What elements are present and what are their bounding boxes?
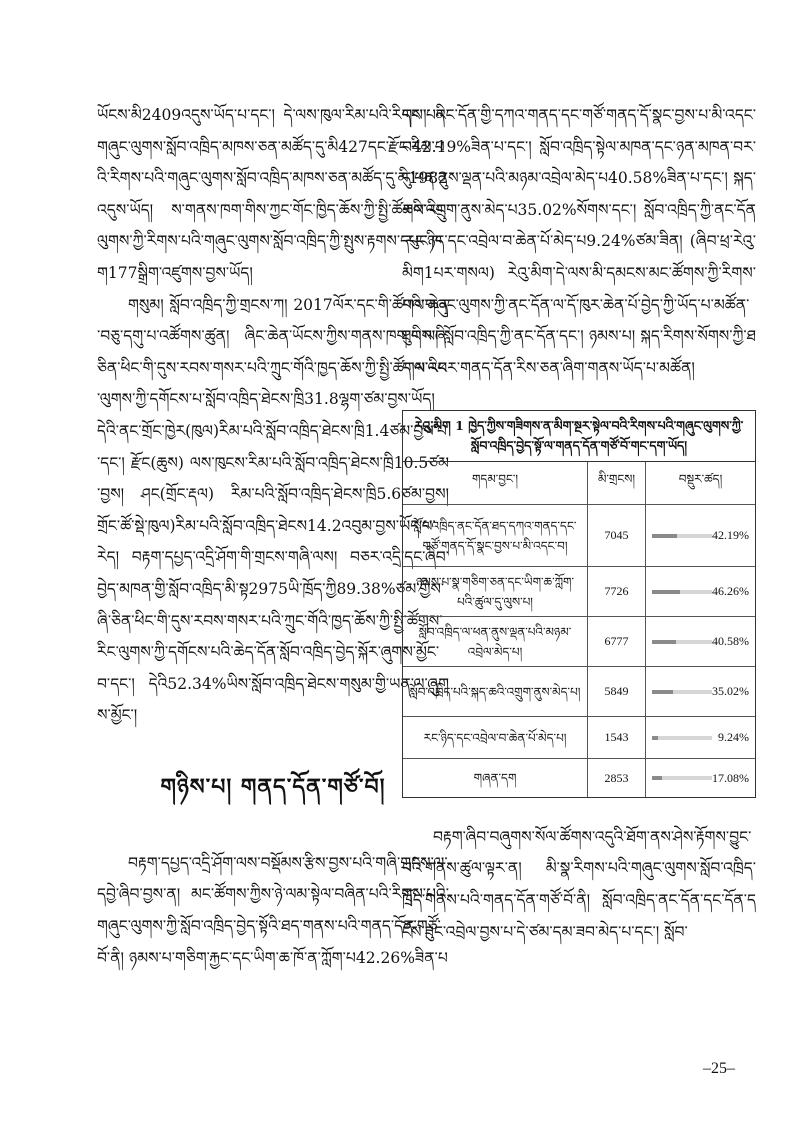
ratio-bar-track	[652, 776, 712, 780]
table-row	[403, 505, 755, 567]
row-option-label: ཉམས་པ་སྣ་གཅིག་ཅན་དང་ཡིག་ཆ་ཀློག་པའི་ཚུལ་དུ་ལུས་པ།	[403, 567, 588, 617]
ratio-bar-track	[652, 534, 712, 538]
ratio-bar-fill	[652, 776, 662, 780]
page-number: –25–	[703, 1060, 735, 1077]
ratio-bar-track	[652, 690, 712, 694]
body-paragraph: ཡོངས་མི2409འདུས་ཡོད་པ་དང་། དེ་ལས་ཁུལ་རིམ་པའི་རིགས་པའི་གཞུང་ལུགས་སློབ་འཁྲིད་མཁས་ཅན་མཚོད་དུ་མི427དང་རྫོང་རིམ་པའི་རིགས་པའི་གཞུང་ལུགས་སློབ་འཁྲིད་མཁས་ཅན་མཚོད་དུ་མི1982འདུས་ཡོད། ས་གནས་ཁག་གིས་ཀྱང་གོང་ཁྱིད་ཆོས་ཀྱི་སྤྱི་ཚོགས་རིང་ལུགས་ཀྱི་རིགས་པའི་གཞུང་ལུགས་སློབ་འཁྲིད་ཀྱི་སྤུས་རྟགས་དཔུང་ཁག177སྒྲིག་འཛུགས་བྱས་ཡོད།	[97, 106, 449, 282]
row-count: 6777	[588, 617, 646, 667]
row-count: 7726	[588, 567, 646, 617]
section-heading: གཉིས་པ། གནད་དོན་གཙོ་བོ།	[160, 773, 386, 800]
body-paragraph: གསུམ། སློབ་འཁྲིད་ཀྱི་གྲངས་ཀ། 2017ལོར་དང་གི་ཚོགས་ཆེན་བཅུ་དགུ་པ་འཚོགས་ཚུན། ཞིང་ཆེན་ཡོངས་ཀྱིས་གནས་ཁག་གིས་ཞི་ཅིན་ཕིང་གི་དུས་རབས་གསར་པའི་ཀྲུང་གོའི་ཁྱད་ཆོས་ཀྱི་སྤྱི་ཚོགས་རིང་ལུགས་ཀྱི་དགོངས་པ་སློབ་འཁྲིད་ཐེངས་ཁྲི31.8ལྷག་ཙམ་བྱས་ཡོད། དེའི་ནང་གྲོང་ཁྱེར(ཁུལ)རིམ་པའི་སློབ་འཁྲིད་ཐེངས་ཁྲི1.4ཙམ་བྱས་པ་དང་། རྫོང(ཆུས) ལས་ཁུངས་རིམ་པའི་སློབ་འཁྲིད་ཐེངས་ཁྲི10.5ཙམ་བྱས། ཤང(གྲོང་རྡལ) རིམ་པའི་སློབ་འཁྲིད་ཐེངས་ཁྲི5.6ཙམ་བྱས། གྲོང་ཚོ་སྡེ་ཁུལ)རིམ་པའི་སློབ་འཁྲིད་ཐེངས14.2འབུམ་བྱས་ཡོད་པ་རེད། བརྟག་དཔྱད་འདྲི་ཤོག་གི་གྲངས་གཞི་ལས། བཅར་འདྲི་དང་ཞིབ་བྱེད་མཁན་གྱི་སློབ་འཁྲིད་མི་སྟ2975ཡི་ཁྲོད་ཀྱི89.38%ཙམ་གྱིས་ཞི་ཅིན་ཕིང་གི་དུས་རབས་གསར་པའི་ཀྲུང་གོའི་ཁྱད་ཆོས་ཀྱི་སྤྱི་ཚོགས་རིང་ལུགས་ཀྱི་དགོངས་པའི་ཆེད་དོན་སློབ་འཁྲིད་བྱེད་སྐོར་ཞུགས་མྱོང་བ་དང་། དེའི52.34%ཡིས་སློབ་འཁྲིད་ཐེངས་གསུམ་གྱི་ཡན་ལ་ཞུགས་མྱོང་།	[97, 295, 449, 725]
ratio-bar-fill	[652, 690, 673, 694]
header-option: གདམ་བྱང་།	[403, 462, 588, 505]
row-ratio	[646, 717, 756, 759]
row-ratio	[646, 667, 756, 717]
data-table	[403, 462, 755, 797]
ratio-bar-fill	[652, 534, 677, 538]
row-ratio	[646, 505, 756, 567]
table-caption: རེའུ་མིག 1 ཁྱེད་ཀྱིས་གཟིགས་ན་མིག་སྔར་སྟེལ་བའི་རིགས་པའི་གཞུང་ལུགས་ཀྱི་སློབ་འཁྲིད་བྱེད་སྟོ་ལ་གནད་དོན་གཙོ་བོ་གང་དག་ཡོད།	[403, 411, 755, 462]
header-count: མི་གྲངས།	[588, 462, 646, 505]
ratio-bar-fill	[652, 590, 680, 594]
row-option-label: རང་ཉིད་དང་འབྲེལ་བ་ཆེན་པོ་མེད་པ།	[403, 717, 588, 759]
row-ratio	[646, 567, 756, 617]
survey-table	[402, 410, 756, 798]
row-count: 7045	[588, 505, 646, 567]
ratio-bar-track	[652, 640, 712, 644]
ratio-bar-fill	[652, 640, 676, 644]
row-option-label: སློབ་འཁྲིད་ནང་དོན་ཐད་དཀའ་གནད་དང་གཙོ་གནད་དོ་སྣང་བྱས་པ་མི་འདང་བ།	[403, 505, 588, 567]
body-paragraph: བརྟག་ཞིབ་བཞུགས་སོལ་ཚོགས་འདུའི་ཐོག་ནས་ཤེས་རྟོགས་བྱུང་བའི་གནས་ཚུལ་ལྟར་ན། མི་སྣ་རིགས་པའི་གཞུང་ལུགས་སློབ་འཁྲིད་ཁྲོད་གནས་པའི་གནད་དོན་གཙོ་བོ་ནི། སློབ་འཁྲིད་ནང་དོན་དང་དོན་དངོས་ཟུང་འབྲེལ་བྱས་པ་དེ་ཙམ་དམ་ཟབ་མེད་པ་དང་། སློབ་	[402, 827, 756, 941]
body-paragraph: བརྟག་དཔྱད་འདྲི་ཤོག་ལས་བསྡོམས་རྩིས་བྱས་པའི་གཞི་གྲངས་ལ་དབྱེ་ཞིབ་བྱས་ན། མང་ཚོགས་ཀྱིས་ཉེ་ལམ་སྟེལ་བཞིན་པའི་རིགས་པའི་གཞུང་ལུགས་ཀྱི་སློབ་འཁྲིད་བྱེད་སྟོའི་ཐད་གནས་པའི་གནད་དོན་གཙོ་བོ་ནི། ཉམས་པ་གཅིག་རྐྱང་དང་ཡིག་ཆ་ཁོ་ན་ཀློག་པ42.26%ཟིན་པ	[97, 853, 449, 967]
ratio-text: 9.24%	[718, 730, 749, 745]
table-row	[403, 667, 755, 717]
row-option-label: སློབ་འཁྲིད་པའི་སྐད་ཆའི་འགྲུག་ནུས་མེད་པ།	[403, 667, 588, 717]
row-option-label: སློབ་འཁྲིད་ལ་ཕན་ནུས་ལྡན་པའི་མཉམ་འབྲེལ་མེད་པ།	[403, 617, 588, 667]
table-row	[403, 717, 755, 759]
ratio-text: 42.19%	[712, 528, 749, 543]
row-count: 5849	[588, 667, 646, 717]
row-ratio	[646, 617, 756, 667]
table-row	[403, 759, 755, 797]
row-count: 1543	[588, 717, 646, 759]
table-row	[403, 567, 755, 617]
ratio-text: 40.58%	[712, 634, 749, 649]
table-header-row	[403, 462, 755, 505]
ratio-bar-track	[652, 590, 712, 594]
ratio-text: 35.02%	[712, 684, 749, 699]
row-ratio	[646, 759, 756, 797]
right-column	[402, 100, 756, 948]
body-paragraph: དང་། ནང་དོན་གྱི་དཀའ་གནད་དང་གཙོ་གནད་དོ་སྣང་བྱས་པ་མི་འདང་བ42.19%ཟིན་པ་དང་། སློབ་འཁྲིད་སྟེལ་མཁན་དང་ཉན་མཁན་བར་དུ་ཕན་ནུས་ལྡན་པའི་མཉམ་འབྲེལ་མེད་པ40.58%ཟིན་པ་དང་། སྐད་ཆའི་འགྲུག་ནུས་མེད་པ35.02%སོགས་དང་། སློབ་འཁྲིད་ཀྱི་ནང་དོན་རང་ཉིད་དང་འབྲེལ་བ་ཆེན་པོ་མེད་པ9.24%ཙམ་ཟིན། (ཞིབ་ཕྲ་རེའུ་མིག1པར་གསལ) རེའུ་མིག་དེ་ལས་མི་དམངས་མང་ཚོགས་ཀྱི་རིགས་པའི་གཞུང་ལུགས་ཀྱི་ནང་དོན་ལ་དོ་ཁུར་ཆེན་པོ་བྱེད་ཀྱི་ཡོད་པ་མཚོན་ཐུབ་ལ། སློབ་འཁྲིད་ཀྱི་ནང་དོན་དང་། ཉམས་པ། སྐད་རིགས་སོགས་ཀྱི་ཐད་ལ་འཕར་གནད་དོན་རིས་ཅན་ཞིག་གནས་ཡོད་པ་མཚོན།	[402, 106, 756, 377]
left-column	[97, 100, 449, 974]
ratio-text: 17.08%	[712, 770, 749, 785]
row-option-label: གཞན་དག	[403, 759, 588, 797]
header-ratio: བསྡུར་ཚད།	[646, 462, 756, 505]
ratio-bar-track	[652, 736, 712, 740]
row-count: 2853	[588, 759, 646, 797]
ratio-bar-fill	[652, 736, 658, 740]
ratio-text: 46.26%	[712, 584, 749, 599]
table-row	[403, 617, 755, 667]
